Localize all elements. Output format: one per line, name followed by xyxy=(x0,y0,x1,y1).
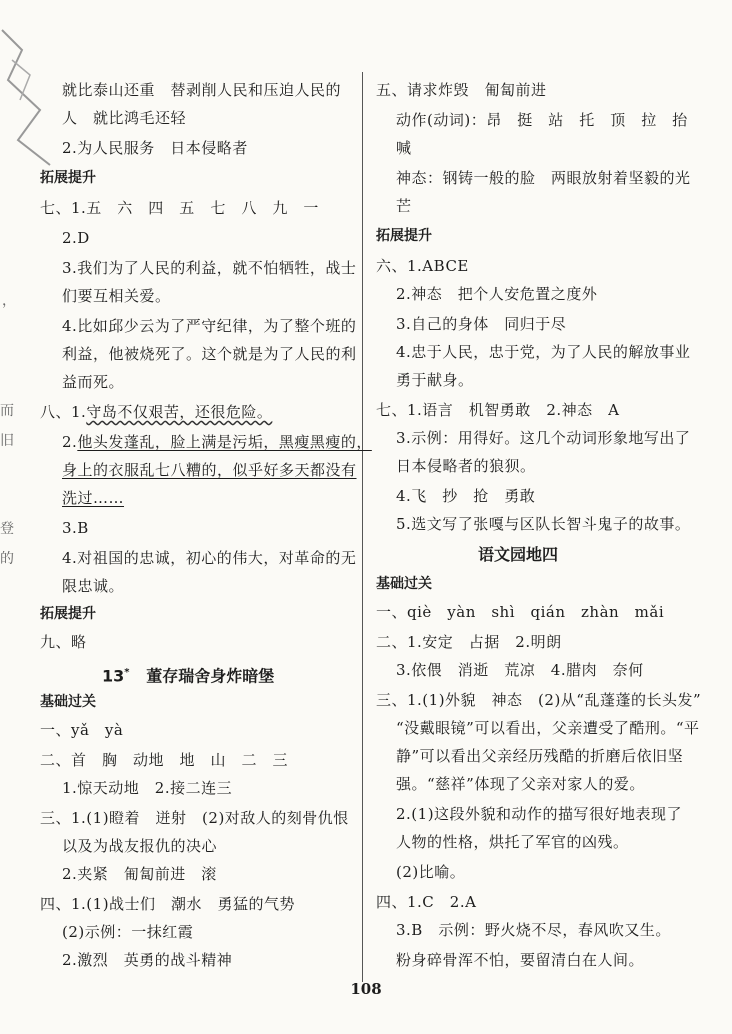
answer-line: 4.对祖国的忠诚，初心的伟大，对革命的无 xyxy=(62,549,357,567)
answer-line: 七、1.五 六 四 五 七 八 九 一 xyxy=(40,199,319,217)
answer-line: 2.为人民服务 日本侵略者 xyxy=(62,139,248,157)
answer-line: 益而死。 xyxy=(62,373,125,391)
lesson-name: 董存瑞舍身炸暗堡 xyxy=(146,666,275,686)
answer-line: 四、1.(1)战士们 潮水 勇猛的气势 xyxy=(40,895,296,913)
answer-line: 4.比如邱少云为了严守纪律，为了整个班的 xyxy=(62,317,357,335)
lesson-title xyxy=(102,662,274,687)
answer-line: 二、1.安定 占据 2.明朗 xyxy=(376,633,562,651)
answer-line: 2.夹紧 匍匐前进 滚 xyxy=(62,865,217,883)
answer-line: 五、请求炸毁 匍匐前进 xyxy=(376,81,547,99)
margin-mark: ， xyxy=(2,293,16,309)
answer-line: 粉身碎骨浑不怕，要留清白在人间。 xyxy=(396,951,645,969)
answer-line: 3.示例：用得好。这几个动词形象地写出了 xyxy=(396,429,691,447)
answer-line: 2.激烈 英勇的战斗精神 xyxy=(62,951,233,969)
column-divider xyxy=(362,72,363,982)
answer-line: 2.D xyxy=(62,229,90,247)
answer-line: 就比泰山还重 替剥削人民和压迫人民的 xyxy=(62,81,342,99)
answer-line: 勇于献身。 xyxy=(396,371,474,389)
section-heading: 拓展提升 xyxy=(40,170,96,186)
margin-mark: 的 xyxy=(0,551,14,567)
lesson-mark: * xyxy=(124,667,130,678)
answer-line: 一、yǎ yà xyxy=(40,721,124,739)
underlined-answer: 洗过…… xyxy=(62,489,125,507)
answer-line: 2.神态 把个人安危置之度外 xyxy=(396,285,598,303)
answer-line: 七、1.语言 机智勇敢 2.神态 A xyxy=(376,401,620,419)
margin-mark: 而 xyxy=(0,403,14,419)
answer-line: 一、qiè yàn shì qián zhàn mǎi xyxy=(376,603,665,621)
answer-line: 六、1.ABCE xyxy=(376,257,469,275)
answer-line xyxy=(62,488,124,508)
answer-prefix: 2. xyxy=(62,433,78,451)
answer-line: 九、略 xyxy=(40,633,87,651)
answer-line: 芒 xyxy=(396,197,412,215)
answer-line: 4.忠于人民，忠于党，为了人民的解放事业 xyxy=(396,343,691,361)
answer-line: 喊 xyxy=(396,139,412,157)
lesson-number: 13 xyxy=(102,666,125,686)
answer-line: 5.选文写了张嘎与区队长智斗鬼子的故事。 xyxy=(396,515,691,533)
answer-line xyxy=(62,432,372,452)
answer-line: 人 就比鸿毛还轻 xyxy=(62,109,187,127)
underlined-answer: 他头发蓬乱，脸上满是污垢，黑瘦黑瘦的， xyxy=(77,433,372,451)
answer-line: 以及为战友报仇的决心 xyxy=(62,837,218,855)
section-heading: 基础过关 xyxy=(376,576,432,592)
answer-line: 四、1.C 2.A xyxy=(376,893,477,911)
answer-prefix: 八、1. xyxy=(40,403,87,421)
answer-line: (2)比喻。 xyxy=(396,863,466,881)
answer-line: 强。“慈祥”体现了父亲对家人的爱。 xyxy=(396,775,645,793)
section-heading: 基础过关 xyxy=(40,694,96,710)
answer-line: 三、1.(1)外貌 神态 (2)从“乱蓬蓬的长头发” xyxy=(376,691,702,709)
answer-line: (2)示例：一抹红霞 xyxy=(62,923,194,941)
answer-line: 1.惊天动地 2.接二连三 xyxy=(62,779,233,797)
answer-line: 3.B 示例：野火烧不尽，春风吹又生。 xyxy=(396,921,671,939)
margin-mark: 旧 xyxy=(0,433,14,449)
answer-line xyxy=(40,402,272,422)
answer-line: 3.自己的身体 同归于尽 xyxy=(396,315,567,333)
answer-line: 人物的性格，烘托了军官的凶残。 xyxy=(396,833,629,851)
section-heading: 拓展提升 xyxy=(40,606,96,622)
answer-line: 们要互相关爱。 xyxy=(62,287,171,305)
answer-line: 静”可以看出父亲经历残酷的折磨后依旧坚 xyxy=(396,747,684,765)
answer-line: 4.飞 抄 抢 勇敢 xyxy=(396,487,536,505)
answer-line: 3.依偎 消逝 荒凉 4.腊肉 奈何 xyxy=(396,661,644,679)
answer-line: 3.我们为了人民的利益，就不怕牺牲，战士 xyxy=(62,259,357,277)
section-heading: 拓展提升 xyxy=(376,228,432,244)
answer-line: 三、1.(1)瞪着 迸射 (2)对敌人的刻骨仇恨 xyxy=(40,809,349,827)
margin-mark: 登 xyxy=(0,521,14,537)
underlined-answer: 守岛不仅艰苦，还很危险。 xyxy=(86,403,273,421)
answer-line: 动作(动词)：昂 挺 站 托 顶 拉 抬 xyxy=(396,111,688,129)
answer-line: 3.B xyxy=(62,519,89,537)
answer-line: 2.(1)这段外貌和动作的描写很好地表现了 xyxy=(396,805,683,823)
page-number: 108 xyxy=(350,980,382,998)
answer-line: 日本侵略者的狼狈。 xyxy=(396,457,536,475)
answer-line: 神态：钢铸一般的脸 两眼放射着坚毅的光 xyxy=(396,169,691,187)
answer-line: 限忠诚。 xyxy=(62,577,125,595)
answer-line: 二、首 胸 动地 地 山 二 三 xyxy=(40,751,289,769)
section-title: 语文园地四 xyxy=(478,545,559,564)
answer-line xyxy=(62,460,357,480)
answer-line: 利益，他被烧死了。这个就是为了人民的利 xyxy=(62,345,357,363)
underlined-answer: 身上的衣服乱七八糟的，似乎好多天都没有 xyxy=(62,461,357,479)
answer-line: “没戴眼镜”可以看出，父亲遭受了酷刑。“平 xyxy=(396,719,700,737)
